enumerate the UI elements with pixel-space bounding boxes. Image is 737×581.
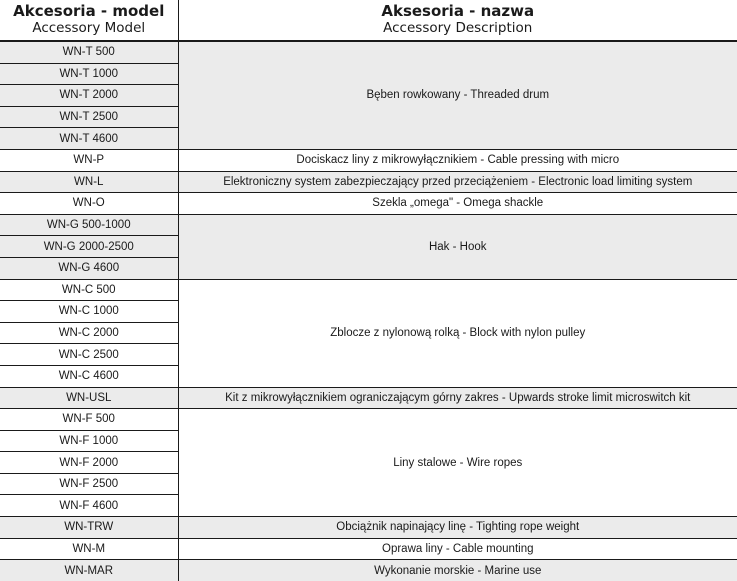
accessory-description-cell: Zblocze z nylonową rolką - Block with nylon pulley [178,279,737,387]
model-column-header [0,0,178,41]
table-row [0,387,737,409]
accessory-model-cell: WN-C 4600 [0,365,178,387]
accessory-description-cell: Hak - Hook [178,214,737,279]
accessory-model-cell: WN-C 2500 [0,344,178,366]
description-header-polish: Aksesoria - nazwa [179,3,737,20]
table-row [0,214,737,236]
header-row [0,0,737,41]
table-body [0,41,737,581]
table-row [0,517,737,539]
accessory-model-cell: WN-T 4600 [0,128,178,150]
accessory-model-cell: WN-MAR [0,560,178,581]
accessory-model-cell: WN-O [0,193,178,215]
model-header-english: Accessory Model [0,20,178,37]
accessory-model-cell: WN-C 2000 [0,322,178,344]
accessory-model-cell: WN-G 2000-2500 [0,236,178,258]
accessory-description-cell: Oprawa liny - Cable mounting [178,538,737,560]
accessory-model-cell: WN-G 500-1000 [0,214,178,236]
accessory-description-cell: Bęben rowkowany - Threaded drum [178,41,737,149]
accessory-model-cell: WN-P [0,149,178,171]
accessory-model-cell: WN-C 500 [0,279,178,301]
accessory-model-cell: WN-F 2500 [0,473,178,495]
accessory-model-cell: WN-TRW [0,517,178,539]
accessory-model-cell: WN-T 1000 [0,63,178,85]
accessory-model-cell: WN-F 4600 [0,495,178,517]
accessory-model-cell: WN-F 1000 [0,430,178,452]
accessory-model-cell: WN-G 4600 [0,257,178,279]
accessory-model-cell: WN-C 1000 [0,301,178,323]
accessory-model-cell: WN-M [0,538,178,560]
table-row [0,409,737,431]
accessory-model-cell: WN-T 2500 [0,106,178,128]
table-row [0,279,737,301]
table-row [0,149,737,171]
accessory-description-cell: Elektroniczny system zabezpieczający przed przeciążeniem - Electronic load limiting system [178,171,737,193]
table-row [0,193,737,215]
accessory-description-cell: Wykonanie morskie - Marine use [178,560,737,581]
table-row [0,171,737,193]
accessory-model-cell: WN-L [0,171,178,193]
accessory-description-cell: Dociskacz liny z mikrowyłącznikiem - Cable pressing with micro [178,149,737,171]
accessory-model-cell: WN-F 500 [0,409,178,431]
accessory-description-cell: Liny stalowe - Wire ropes [178,409,737,517]
table-row [0,538,737,560]
description-header-english: Accessory Description [179,20,737,37]
accessory-model-cell: WN-T 500 [0,41,178,63]
accessory-description-cell: Szekla „omega" - Omega shackle [178,193,737,215]
table-row [0,41,737,63]
accessory-model-cell: WN-T 2000 [0,85,178,107]
table-row [0,560,737,581]
model-header-polish: Akcesoria - model [0,3,178,20]
accessory-description-cell: Obciążnik napinający linę - Tighting rope weight [178,517,737,539]
accessory-model-cell: WN-USL [0,387,178,409]
accessory-model-cell: WN-F 2000 [0,452,178,474]
description-column-header [178,0,737,41]
accessory-description-cell: Kit z mikrowyłącznikiem ograniczającym górny zakres - Upwards stroke limit microswitch kit [178,387,737,409]
